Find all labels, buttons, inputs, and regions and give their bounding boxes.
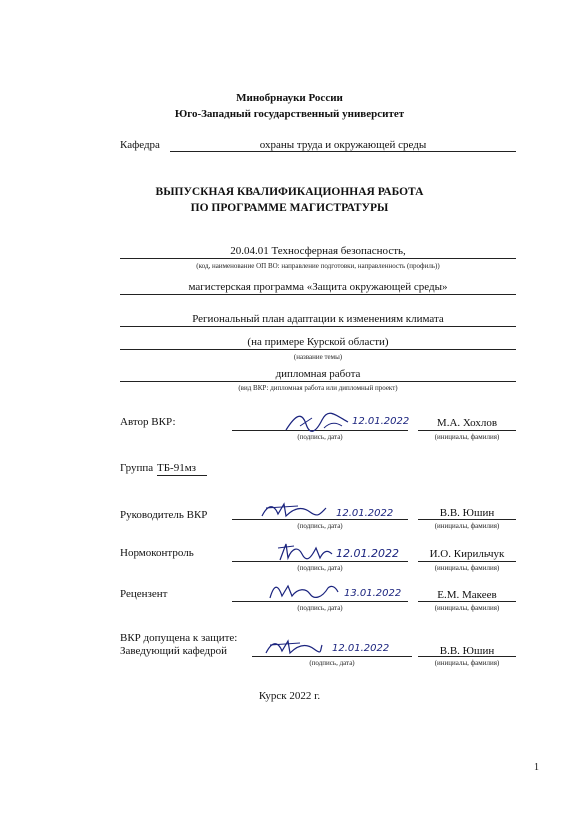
direction-caption: (код, наименование ОП ВО: направление подготовки, направленность (профиль)) <box>196 262 440 270</box>
author-name-caption: (инициалы, фамилия) <box>434 433 500 441</box>
department-underline <box>170 151 516 152</box>
direction-underline <box>120 258 516 259</box>
topic-underline-2 <box>120 349 516 350</box>
author-date: 12.01.2022 <box>352 416 410 427</box>
normcontrol-signature-caption: (подпись, дата) <box>297 564 343 572</box>
reviewer-label: Рецензент <box>120 588 168 600</box>
city-year: Курск 2022 г. <box>258 690 321 702</box>
university-name: Юго-Западный государственный университет <box>174 108 405 120</box>
supervisor-name: В.В. Юшин <box>439 507 495 519</box>
normcontrol-label: Нормоконтроль <box>120 547 194 559</box>
head-date: 12.01.2022 <box>332 643 390 654</box>
page-number: 1 <box>534 762 539 773</box>
supervisor-name-caption: (инициалы, фамилия) <box>434 522 500 530</box>
reviewer-signature-caption: (подпись, дата) <box>297 604 343 612</box>
program-underline <box>120 294 516 295</box>
reviewer-name-line <box>418 601 516 602</box>
author-signature-icon <box>282 408 352 436</box>
topic-caption: (название темы) <box>293 353 343 361</box>
ministry-name: Минобрнауки России <box>236 92 343 104</box>
direction-value: 20.04.01 Техносферная безопасность, <box>230 245 406 257</box>
author-label: Автор ВКР: <box>120 416 176 428</box>
head-name-caption: (инициалы, фамилия) <box>434 659 500 667</box>
group-label: Группа <box>120 462 154 474</box>
supervisor-name-line <box>418 519 516 520</box>
head-name-line <box>418 656 516 657</box>
reviewer-date: 13.01.2022 <box>344 588 402 599</box>
department-value: охраны труда и окружающей среды <box>259 139 427 151</box>
group-underline <box>157 475 207 476</box>
work-title-line1: ВЫПУСКНАЯ КВАЛИФИКАЦИОННАЯ РАБОТА <box>155 186 424 198</box>
author-signature-caption: (подпись, дата) <box>297 433 343 441</box>
reviewer-name-caption: (инициалы, фамилия) <box>434 604 500 612</box>
reviewer-signature-icon <box>266 578 342 604</box>
topic-underline-1 <box>120 326 516 327</box>
head-name: В.В. Юшин <box>439 645 495 657</box>
work-type-caption: (вид ВКР: дипломная работа или дипломный проект) <box>238 384 398 392</box>
work-title-line2: ПО ПРОГРАММЕ МАГИСТРАТУРЫ <box>190 202 389 214</box>
reviewer-name: Е.М. Макеев <box>437 589 497 601</box>
normcontrol-name: И.О. Кирильчук <box>429 548 505 560</box>
normcontrol-date: 12.01.2022 <box>336 547 399 560</box>
normcontrol-name-line <box>418 561 516 562</box>
topic-line2: (на примере Курской области) <box>247 336 389 348</box>
work-type-underline <box>120 381 516 382</box>
group-value: ТБ-91мз <box>157 462 197 474</box>
normcontrol-signature-icon <box>274 538 334 566</box>
head-label: Заведующий кафедрой <box>120 645 227 657</box>
work-type-value: дипломная работа <box>275 368 361 380</box>
normcontrol-name-caption: (инициалы, фамилия) <box>434 564 500 572</box>
topic-line1: Региональный план адаптации к изменениям климата <box>192 313 444 325</box>
supervisor-date: 12.01.2022 <box>336 508 394 519</box>
head-signature-icon <box>262 637 324 659</box>
supervisor-label: Руководитель ВКР <box>120 509 208 521</box>
supervisor-signature-icon <box>258 500 330 522</box>
admitted-label: ВКР допущена к защите: <box>120 632 238 644</box>
program-value: магистерская программа «Защита окружающей среды» <box>188 281 448 293</box>
department-label: Кафедра <box>120 139 160 151</box>
supervisor-signature-caption: (подпись, дата) <box>297 522 343 530</box>
author-name: М.А. Хохлов <box>436 417 498 429</box>
head-signature-caption: (подпись, дата) <box>309 659 355 667</box>
author-name-line <box>418 430 516 431</box>
